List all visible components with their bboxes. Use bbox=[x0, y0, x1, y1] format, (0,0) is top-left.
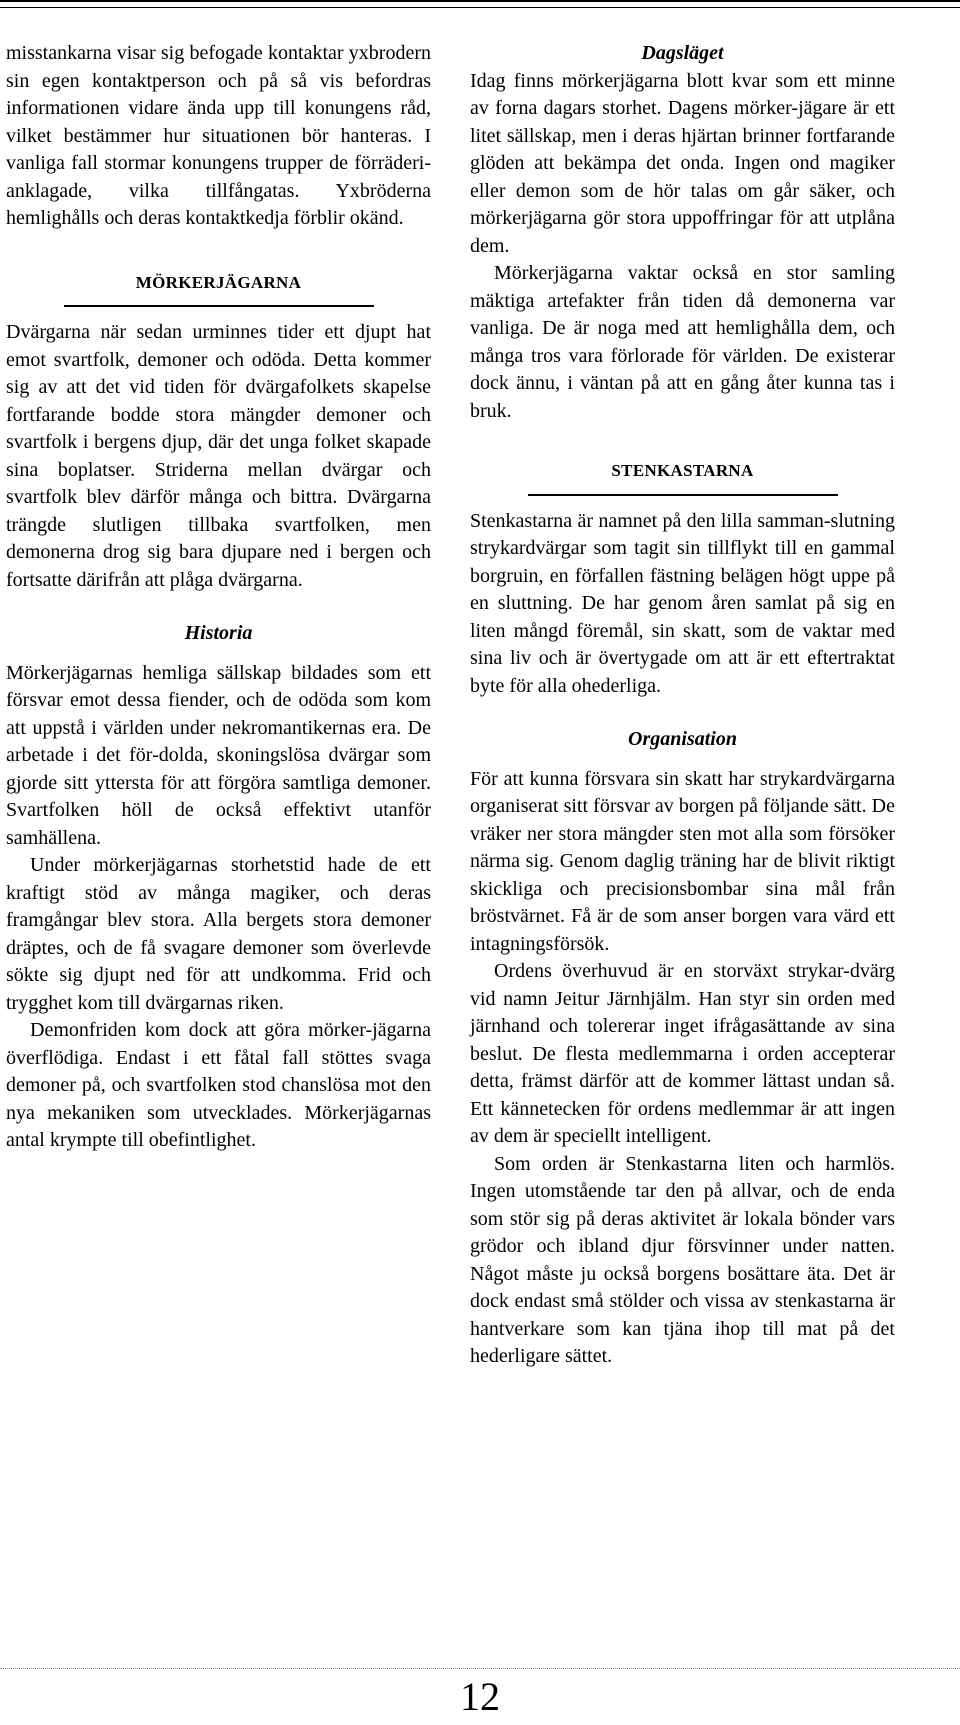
left-column bbox=[6, 40, 431, 1155]
subheading-organisation: Organisation bbox=[628, 728, 737, 750]
stenkastarna-paragraph: Stenkastarna är namnet på den lilla samman-slutning strykardvärgar som tagit sin tillflykt till en gammal borgruin, en förfallen fästning belägen högt uppe på en sluttning. De har genom åren samlat på sig en liten mångd föremål, sin skatt, som de vaktar med sina liv och är övertygade om att är ett eftertraktat byte för alla ohederliga. bbox=[470, 509, 895, 697]
organisation-paragraph-3: Som orden är Stenkastarna liten och harmlös. Ingen utomstående tar den på allvar, och de enda som stör sig på deras aktivitet är lokala bönder vars grödor och ibland djur försvinner under natten. Något måste ju också borgens bosättare äta. Det är dock endast små stölder och vissa av stenkastarna är hantverkare som kan tjäna ihop till mat på det hederligare sättet. bbox=[470, 1152, 895, 1367]
intro-paragraph: misstankarna visar sig befogade kontaktar yxbrodern sin egen kontaktperson och på så vis befordras informationen vidare ända upp till konungens råd, vilket bestämmer hur situationen bör hanteras. I vanliga fall stormar konungens trupper de förräderi-anklagade, vilka tillfångatas. Yxbröderna hemlighålls och deras kontaktkedja förblir okänd. bbox=[6, 42, 431, 229]
history-paragraph-1: Mörkerjägarnas hemliga sällskap bildades som ett försvar emot dessa fiender, och de odöda som kom att uppstå i världen under nekromantikernas era. De arbetade i det för-dolda, skoningslösa dvärgar som gjorde sitt yttersta för att förgöra samtliga demoner. Svartfolken höll de också effektivt utanför samhällena. bbox=[6, 661, 431, 849]
organisation-paragraph-2: Ordens överhuvud är en storväxt strykar-dvärg vid namn Jeitur Järnhjälm. Han styr sin orden med järnhand och tolererar inget ifrågasättande av sina beslut. De flesta medlemmarna i orden accepterar detta, främst därför att de kommer lättast undan så. Ett kännetecken för ordens medlemmar är att ingen av dem är speciellt intelligent. bbox=[470, 960, 895, 1147]
subheading-historia: Historia bbox=[184, 622, 253, 644]
history-paragraph-3: Demonfriden kom dock att göra mörker-jägarna överflödiga. Endast i ett fåtal fall stöttes svaga demoner på, och svartfolken stod chanslösa mot den nya mekaniken som utvecklades. Mörkerjägarnas antal krympte till obefintlighet. bbox=[6, 1019, 431, 1151]
footer-divider bbox=[0, 1668, 960, 1669]
history-paragraph-2: Under mörkerjägarnas storhetstid hade de ett kraftigt stöd av många magiker, och deras framgångar blev stora. Alla bergets stora demoner dräptes, och de få svagare demoner som överlevde sökte sig djupt ned för att undkomma. Frid och trygghet kom till dvärgarnas riken. bbox=[6, 854, 431, 1014]
subheading-dagslaget: Dagsläget bbox=[641, 42, 724, 64]
right-column bbox=[470, 40, 895, 1371]
section-heading-stenkastarna: STENKASTARNA bbox=[528, 457, 838, 496]
dagslaget-paragraph-1: Idag finns mörkerjägarna blott kvar som ett minne av forna dagars storhet. Dagens mörker-jägare är ett litet sällskap, men i deras hjärtan brinner fortfarande glöden att bekämpa det onda. Ingen ond magiker eller demon som de hör talas om går säker, och mörkerjägarna gör stora uppoffringar för att utplåna dem. bbox=[470, 69, 895, 257]
morkerjagarna-paragraph: Dvärgarna när sedan urminnes tider ett djupt hat emot svartfolk, demoner och odöda. Detta kommer sig av att det vid tiden för dvärgafolkets skapelse fortfarande bodde stora mängder demoner och svartfolk i bergens djup, där det unga folket skapade sina boplatser. Striderna mellan dvärgar och svartfolk blev därför många och bittra. Dvärgarna trängde slutligen tillbaka svartfolken, men demonerna drog sig bara djupare ned i bergen och fortsatte därifrån att plåga dvärgarna. bbox=[6, 321, 431, 591]
section-heading-morkerjagarna: MÖRKERJÄGARNA bbox=[64, 269, 374, 308]
organisation-paragraph-1: För att kunna försvara sin skatt har strykardvärgarna organiserat sitt försvar av borgen på följande sätt. De vräker ner stora mängder sten mot alla som försöker närma sig. Genom daglig träning har de blivit riktigt skickliga och precisionsbombar sina mål från bröstvärnet. Få är de som anser borgen vara värd ett intagningsförsök. bbox=[470, 767, 895, 955]
page-number: 12 bbox=[460, 1674, 500, 1719]
top-border-rule bbox=[0, 0, 960, 8]
dagslaget-paragraph-2: Mörkerjägarna vaktar också en stor samling mäktiga artefakter från tiden då demonerna var vanliga. De är noga med att hemlighålla dem, och många tros vara förlorade för världen. De existerar dock ännu, i väntan på att en gång åter kunna tas i bruk. bbox=[470, 262, 895, 422]
